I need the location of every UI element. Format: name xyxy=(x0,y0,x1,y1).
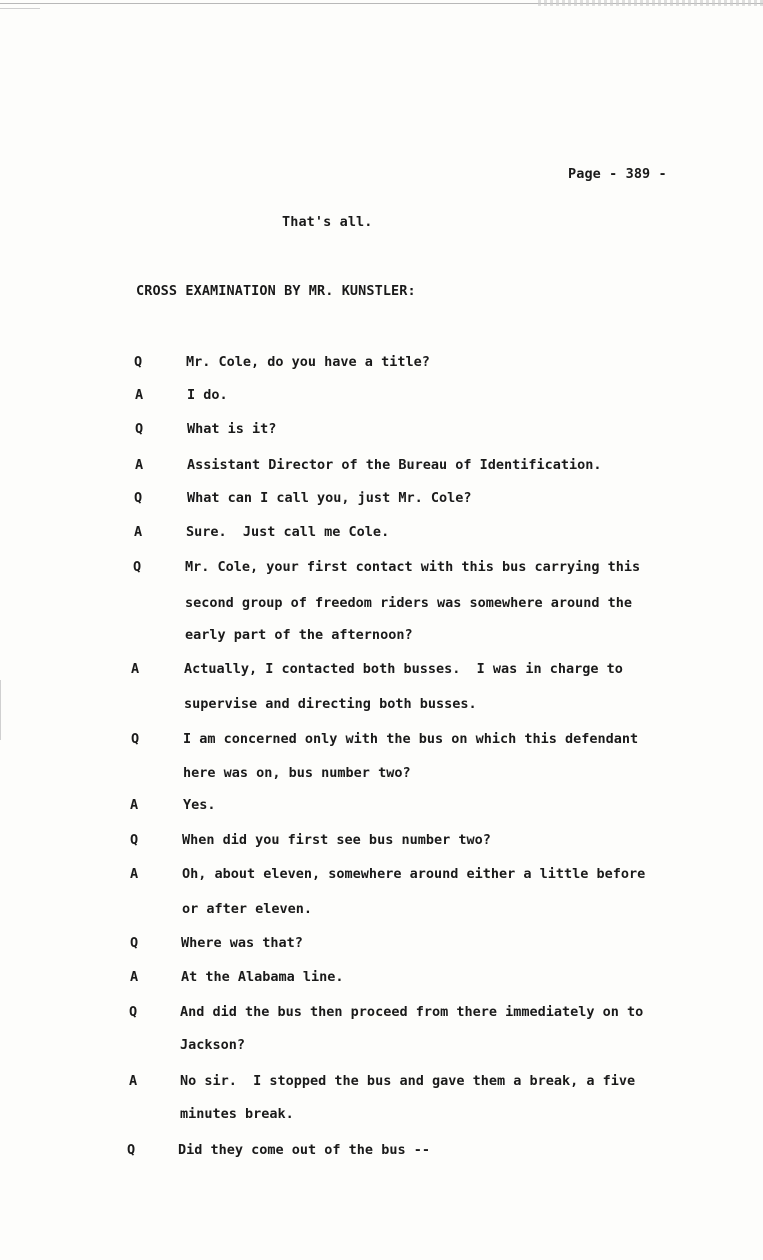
testimony-line: early part of the afternoon? xyxy=(185,627,413,643)
testimony-line: Jackson? xyxy=(180,1037,246,1053)
page-number: Page - 389 - xyxy=(568,166,667,182)
testimony-line: And did the bus then proceed from there immediately on to xyxy=(180,1004,644,1020)
testimony-line: What is it? xyxy=(187,421,277,437)
testimony-line: Mr. Cole, your first contact with this bus carrying this xyxy=(185,559,641,575)
speaker-q: Q xyxy=(129,1004,138,1020)
testimony-line: Oh, about eleven, somewhere around either a little before xyxy=(182,866,646,882)
testimony-line: Actually, I contacted both busses. I was in charge to xyxy=(184,661,623,677)
top-right-scan-mark xyxy=(538,0,763,6)
section-heading: CROSS EXAMINATION BY MR. KUNSTLER: xyxy=(136,283,416,299)
speaker-a: A xyxy=(134,524,143,540)
speaker-a: A xyxy=(129,1073,138,1089)
testimony-line: I do. xyxy=(187,387,228,403)
speaker-q: Q xyxy=(127,1142,136,1158)
speaker-a: A xyxy=(130,969,139,985)
speaker-q: Q xyxy=(135,421,144,437)
speaker-a: A xyxy=(130,866,139,882)
testimony-line: supervise and directing both busses. xyxy=(184,696,477,712)
testimony-line: Mr. Cole, do you have a title? xyxy=(186,354,430,370)
speaker-q: Q xyxy=(134,354,143,370)
top-edge-rule-short xyxy=(0,8,40,9)
testimony-line: Did they come out of the bus -- xyxy=(178,1142,430,1158)
testimony-line: Where was that? xyxy=(181,935,303,951)
speaker-q: Q xyxy=(131,731,140,747)
testimony-line: Sure. Just call me Cole. xyxy=(186,524,390,540)
testimony-line: here was on, bus number two? xyxy=(183,765,411,781)
speaker-q: Q xyxy=(130,832,139,848)
speaker-a: A xyxy=(130,797,139,813)
testimony-line: Yes. xyxy=(183,797,216,813)
speaker-q: Q xyxy=(134,490,143,506)
testimony-line: No sir. I stopped the bus and gave them a break, a five xyxy=(180,1073,636,1089)
testimony-line: At the Alabama line. xyxy=(181,969,344,985)
testimony-line: or after eleven. xyxy=(182,901,313,917)
speaker-a: A xyxy=(135,387,144,403)
speaker-a: A xyxy=(135,457,144,473)
speaker-a: A xyxy=(131,661,140,677)
left-scan-mark xyxy=(0,680,1,740)
speaker-q: Q xyxy=(133,559,142,575)
closing-remark: That's all. xyxy=(282,214,373,230)
testimony-line: Assistant Director of the Bureau of Identification. xyxy=(187,457,602,473)
testimony-line: What can I call you, just Mr. Cole? xyxy=(187,490,472,506)
speaker-q: Q xyxy=(130,935,139,951)
testimony-line: second group of freedom riders was somewhere around the xyxy=(185,595,633,611)
testimony-line: When did you first see bus number two? xyxy=(182,832,491,848)
testimony-line: I am concerned only with the bus on which this defendant xyxy=(183,731,639,747)
testimony-line: minutes break. xyxy=(180,1106,294,1122)
